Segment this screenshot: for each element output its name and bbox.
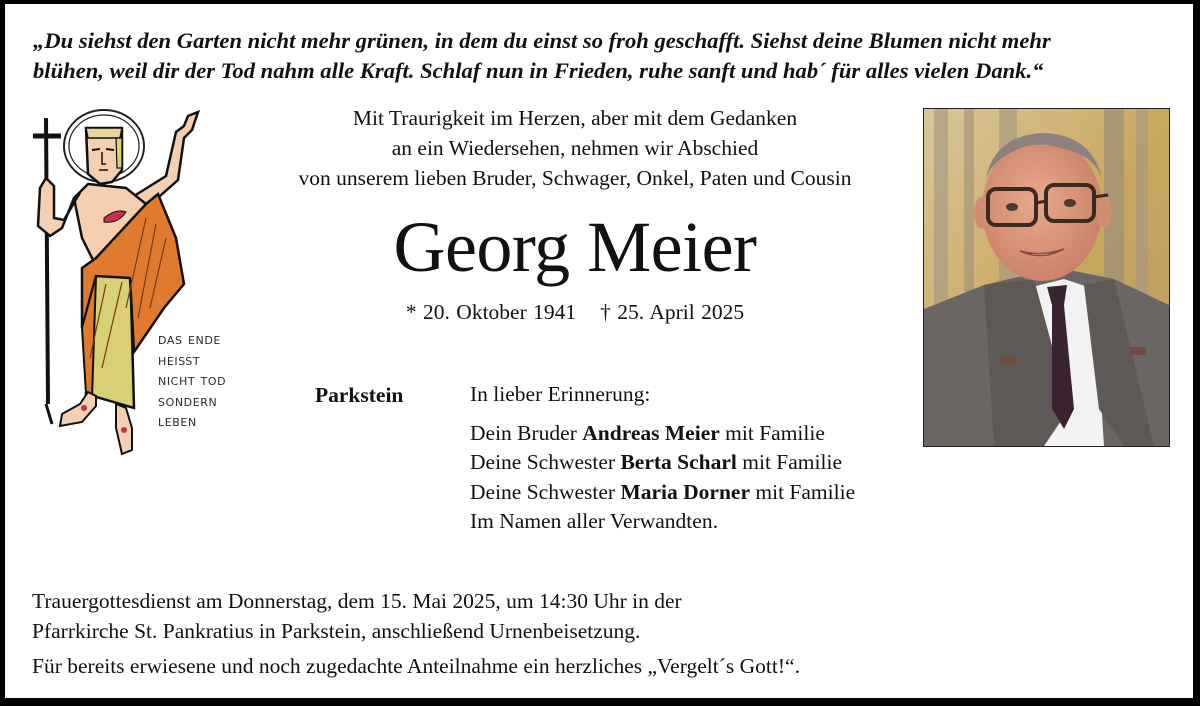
emblem-caption-line: leben xyxy=(158,412,197,430)
emblem-caption xyxy=(158,329,226,432)
motto-line-2: blühen, weil dir der Tod nahm alle Kraft. Schlaf nun in Frieden, ruhe sanft und hab´ für alles vielen Dank.“ xyxy=(33,58,1044,83)
emblem-caption-line: nicht tod xyxy=(158,371,227,389)
family-list xyxy=(470,380,855,537)
relation: Deine Schwester xyxy=(470,479,621,504)
intro-line: an ein Wiedersehen, nehmen wir Abschied xyxy=(391,136,759,160)
relation-suffix: mit Familie xyxy=(719,420,825,445)
birth-date: * 20. Oktober 1941 xyxy=(405,300,577,324)
intro-line: von unserem lieben Bruder, Schwager, Onkel, Paten und Cousin xyxy=(298,166,852,190)
relation-suffix: mit Familie xyxy=(750,479,856,504)
family-entry xyxy=(470,478,855,508)
deceased-name: Georg Meier xyxy=(393,207,757,287)
relation-suffix: mit Familie xyxy=(736,450,842,474)
portrait-illustration-icon xyxy=(924,109,1169,446)
emblem-caption-line: sondern xyxy=(158,391,218,410)
place-name: Parkstein xyxy=(315,383,404,407)
portrait-photo xyxy=(923,108,1170,447)
service-line-2: Pfarrkirche St. Pankratius in Parkstein, anschließend Urnenbeisetzung. xyxy=(32,619,641,643)
relative-name: Maria Dorner xyxy=(620,479,750,504)
relation: Dein Bruder xyxy=(470,420,583,445)
funeral-service-info xyxy=(32,586,682,646)
motto-quote xyxy=(33,26,1163,86)
intro-line: Mit Traurigkeit im Herzen, aber mit dem Gedanken xyxy=(352,106,798,130)
family-heading: In lieber Erinnerung: xyxy=(470,382,651,406)
family-closing: Im Namen aller Verwandten. xyxy=(470,509,718,533)
relative-name: Andreas Meier xyxy=(582,420,720,445)
emblem-caption-line: das ende xyxy=(158,330,221,348)
relation: Deine Schwester xyxy=(470,450,621,474)
motto-line-1: „Du siehst den Garten nicht mehr grünen, in dem du einst so froh geschafft. Siehst deine Blumen nicht mehr xyxy=(33,28,1051,53)
life-dates xyxy=(300,297,850,327)
intro-text xyxy=(250,103,900,193)
emblem-caption-line: heißt xyxy=(158,350,201,369)
service-line-1: Trauergottesdienst am Donnerstag, dem 15. Mai 2025, um 14:30 Uhr in der xyxy=(32,589,682,613)
family-entry xyxy=(470,419,855,449)
death-date: † 25. April 2025 xyxy=(600,300,745,324)
thanks-text: Für bereits erwiesene und noch zugedachte Anteilnahme ein herzliches „Vergelt´s Gott!“. xyxy=(32,654,800,678)
relative-name: Berta Scharl xyxy=(620,450,737,474)
family-entry xyxy=(470,448,855,478)
